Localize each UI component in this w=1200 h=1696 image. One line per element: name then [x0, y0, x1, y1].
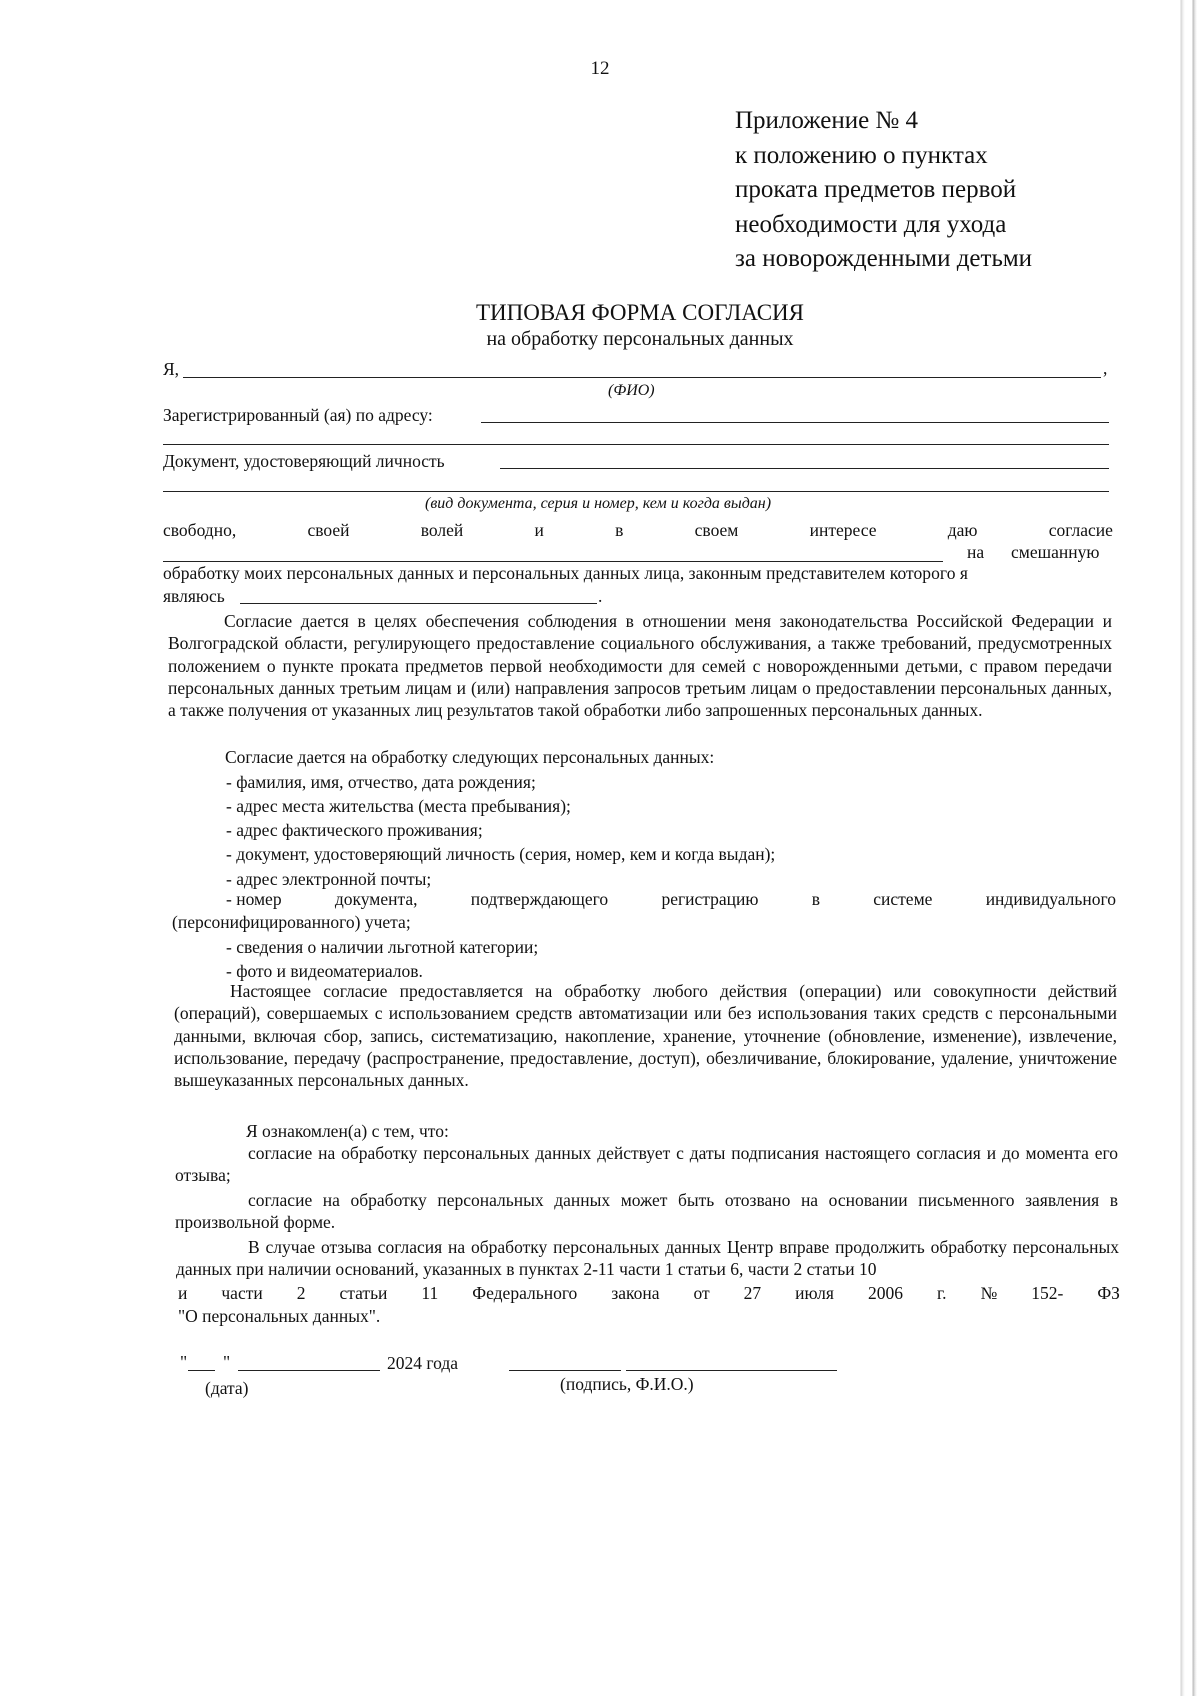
data-item: - фамилия, имя, отчество, дата рождения; — [226, 772, 536, 792]
revoke-paragraph: согласие на обработку персональных данных может быть отозвано на основании письменного заявления в произвольной форме. — [175, 1190, 1118, 1233]
withdraw-row — [178, 1283, 1120, 1304]
being-label: являюсь — [163, 586, 225, 606]
processing-line: обработку моих персональных данных и персональных данных лица, законным представителем которого я — [163, 563, 969, 583]
scan-edge-shadow — [1166, 0, 1200, 1696]
date-hint: (дата) — [205, 1378, 249, 1398]
data-item: - адрес места жительства (места пребывания); — [226, 796, 571, 816]
fio-field-line[interactable] — [183, 377, 1101, 378]
i-comma: , — [1103, 358, 1108, 378]
withdraw-paragraph: В случае отзыва согласия на обработку персональных данных Центр вправе продолжить обработку персональных данных при наличии оснований, указанных в пунктах 2-11 части 1 статьи 6, части 2 статьи 10 — [176, 1237, 1119, 1280]
data-item: - документ, удостоверяющий личность (серия, номер, кем и когда выдан); — [226, 844, 776, 864]
withdraw-word: закона — [611, 1283, 660, 1303]
document-title: ТИПОВАЯ ФОРМА СОГЛАСИЯ — [475, 300, 804, 325]
document-hint: (вид документа, серия и номер, кем и когда выдан) — [425, 495, 772, 512]
snils-word: регистрацию — [661, 889, 759, 909]
consent-word: даю — [947, 520, 978, 540]
snils-word: системе — [873, 889, 933, 909]
withdraw-word: 2006 — [867, 1283, 903, 1303]
annex-line: за новорожденными детьми — [735, 245, 1033, 272]
consent-mixed: смешанную — [1011, 542, 1100, 562]
document-field-line[interactable] — [500, 468, 1109, 469]
represented-field-line[interactable] — [240, 603, 597, 604]
annex-line: к положению о пунктах — [735, 141, 988, 169]
consent-word: интересе — [809, 520, 877, 540]
withdraw-word: и — [178, 1283, 188, 1303]
consent-word: волей — [420, 520, 464, 540]
address-field-line[interactable] — [481, 422, 1109, 423]
consent-word: в — [615, 520, 624, 540]
withdraw-word: г. — [936, 1283, 947, 1303]
snils-word: индивидуального — [985, 889, 1116, 909]
day-field-line[interactable] — [188, 1370, 215, 1371]
withdraw-word: 152- — [1031, 1283, 1064, 1303]
withdraw-word: 11 — [421, 1283, 439, 1303]
annex-block — [735, 104, 1155, 277]
snils-word: подтверждающего — [470, 889, 609, 909]
actions-paragraph: Настоящее согласие предоставляется на обработку любого действия (операции) или совокупности действий (операций), совершаемых с использованием средств автоматизации или без использования таких средств с персональными данными, включая сбор, запись, систематизацию, накопление, хранение, уточнение (обновление, изменение), извлечение, использование, передачу (распространение, предоставление, доступ), обезличивание, блокирование, удаление, уничтожение вышеуказанных персональных данных. — [174, 981, 1117, 1091]
registered-label: Зарегистрированный (ая) по адресу: — [163, 405, 433, 425]
data-item: - адрес электронной почты; — [226, 869, 432, 889]
consent-on: на — [967, 542, 985, 562]
snils-word: - номер — [226, 889, 282, 909]
consent-word: свободно, — [163, 520, 237, 540]
document-label: Документ, удостоверяющий личность — [163, 451, 445, 471]
name-field-line[interactable] — [626, 1370, 837, 1371]
consent-word: согласие — [1048, 520, 1113, 540]
snils-word: в — [811, 889, 820, 909]
snils-continuation: (персонифицированного) учета; — [172, 912, 411, 932]
document-field-line-2[interactable] — [163, 491, 1109, 492]
withdraw-word: части — [221, 1283, 263, 1303]
snils-word: документа, — [334, 889, 418, 909]
consent-row — [163, 520, 1113, 541]
consent-word: своей — [307, 520, 350, 540]
acknowledged-line: Я ознакомлен(а) с тем, что: — [246, 1121, 449, 1141]
withdraw-word: Федерального — [472, 1283, 578, 1303]
year-label: 2024 года — [387, 1353, 459, 1373]
date-quote-open: " — [180, 1352, 188, 1372]
signature-field-line[interactable] — [509, 1370, 621, 1371]
being-end: . — [598, 586, 603, 606]
consent-field-line[interactable] — [163, 561, 943, 562]
valid-paragraph: согласие на обработку персональных данных действует с даты подписания настоящего согласия и до момента его отзыва; — [175, 1143, 1118, 1186]
annex-line: Приложение № 4 — [735, 107, 919, 134]
fio-hint: (ФИО) — [608, 382, 655, 399]
consent-word: и — [534, 520, 544, 540]
annex-line: необходимости для ухода — [735, 210, 1007, 238]
withdraw-word: № — [980, 1283, 998, 1303]
page-number: 12 — [590, 58, 610, 79]
withdraw-word: ФЗ — [1097, 1283, 1120, 1303]
consent-word: своем — [694, 520, 739, 540]
snils-row — [226, 889, 1116, 910]
withdraw-word: 27 — [743, 1283, 762, 1303]
month-field-line[interactable] — [238, 1370, 380, 1371]
withdraw-word: июля — [795, 1283, 834, 1303]
data-item: - сведения о наличии льготной категории; — [226, 937, 539, 957]
date-quote-close: " — [223, 1352, 231, 1372]
annex-line: проката предметов первой — [735, 176, 1017, 203]
withdraw-end: "О персональных данных". — [178, 1306, 381, 1326]
withdraw-word: статьи — [339, 1283, 388, 1303]
data-item: - фото и видеоматериалов. — [226, 961, 423, 981]
sign-hint: (подпись, Ф.И.О.) — [560, 1374, 694, 1394]
withdraw-word: от — [693, 1283, 710, 1303]
data-item: - адрес фактического проживания; — [226, 820, 483, 840]
purpose-paragraph: Согласие дается в целях обеспечения соблюдения в отношении меня законодательства Российской Федерации и Волгоградской области, регулирующего предоставление социального обслуживания, а также требований, предусмотренных положением о пункте проката предметов первой необходимости для семей с новорожденными детьми, с правом передачи персональных данных третьим лицам и (или) направления запросов третьим лицам о предоставлении персональных данных, а также получения от указанных лиц результатов такой обработки либо запрошенных персональных данных. — [168, 611, 1112, 721]
withdraw-word: 2 — [296, 1283, 306, 1303]
data-list-intro: Согласие дается на обработку следующих персональных данных: — [225, 747, 715, 767]
document-subtitle: на обработку персональных данных — [486, 328, 794, 350]
i-label: Я, — [163, 359, 180, 379]
address-field-line-2[interactable] — [163, 444, 1109, 445]
